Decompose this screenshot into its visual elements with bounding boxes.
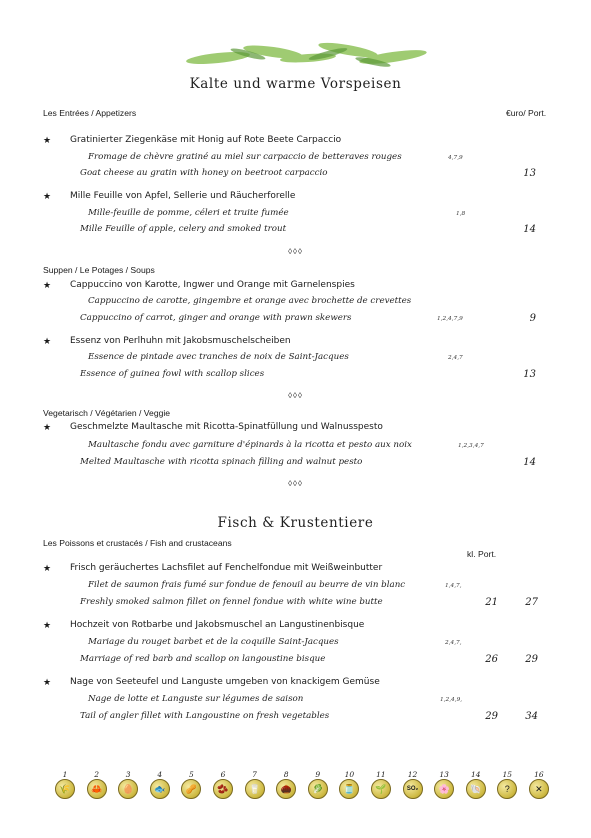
legend-glyph: 🥬: [312, 784, 324, 794]
dish-name-en: Marriage of red barb and scallop on langoustine bisque: [80, 654, 326, 664]
legend-glyph: 🥚: [122, 784, 134, 794]
legend-item: [305, 770, 331, 799]
legend-number: 14: [470, 770, 481, 779]
dish-name-en: Goat cheese au gratin with honey on beetroot carpaccio: [80, 168, 328, 178]
dish-price-small: 29: [485, 711, 498, 722]
category-header-soups: Suppen / Le Potages / Soups: [43, 265, 155, 275]
allergen-codes: 1,4,7,: [445, 583, 462, 589]
legend-number: 11: [376, 770, 386, 779]
legend-number: 3: [125, 770, 131, 779]
small-portion-header: kl. Port.: [467, 549, 497, 559]
dish-name-de: Essenz von Perlhuhn mit Jakobsmuschelscheiben: [70, 336, 291, 346]
legend-item: [242, 770, 268, 799]
dish-name-fr: Mille-feuille de pomme, céleri et truite fumée: [88, 208, 289, 218]
legend-item: [147, 770, 173, 799]
lupin-icon: [434, 779, 454, 799]
milk-icon: [245, 779, 265, 799]
star-icon: ★: [43, 280, 52, 290]
dish-price: 14: [523, 457, 536, 468]
leaf-garland-decoration: [178, 40, 438, 70]
dish-price: 9: [529, 313, 536, 324]
legend-item: [84, 770, 110, 799]
legend-item: [431, 770, 457, 799]
section-divider: ◊◊◊: [288, 391, 303, 400]
dish-name-de: Gratinierter Ziegenkäse mit Honig auf Rote Beete Carpaccio: [70, 135, 342, 145]
legend-number: 2: [94, 770, 99, 779]
allergen-legend: [52, 770, 552, 799]
allergen-codes: 2,4,7: [448, 355, 463, 361]
legend-number: 6: [220, 770, 226, 779]
legend-number: 9: [315, 770, 321, 779]
mollusc-icon: [466, 779, 486, 799]
dish-name-de: Hochzeit von Rotbarbe und Jakobsmuschel an Langustinenbisque: [70, 620, 365, 630]
category-header-appetizers: Les Entrées / Appetizers: [43, 108, 137, 118]
dish-name-en: Tail of angler fillet with Langoustine on fresh vegetables: [80, 711, 330, 721]
mustard-icon: [339, 779, 359, 799]
legend-number: 4: [157, 770, 163, 779]
soy-icon: [213, 779, 233, 799]
legend-glyph: 🥛: [248, 784, 261, 794]
legend-number: 10: [344, 770, 355, 779]
legend-item: [336, 770, 362, 799]
allergen-codes: 1,2,4,9,: [440, 697, 463, 703]
legend-item: [494, 770, 520, 799]
dish-name-fr: Cappuccino de carotte, gingembre et orange avec brochette de crevettes: [88, 296, 412, 306]
legend-item: [526, 770, 552, 799]
legend-number: 5: [188, 770, 194, 779]
question-icon: [497, 779, 517, 799]
dish-name-fr: Fromage de chèvre gratiné au miel sur carpaccio de betteraves rouges: [88, 152, 402, 162]
legend-item: [210, 770, 236, 799]
dish-name-fr: Essence de pintade avec tranches de noix de Saint-Jacques: [88, 352, 349, 362]
legend-item: [52, 770, 78, 799]
dish-name-en: Cappuccino of carrot, ginger and orange with prawn skewers: [80, 313, 352, 323]
dish-price: 13: [523, 369, 536, 380]
fish-icon: [150, 779, 170, 799]
sesame-icon: [371, 779, 391, 799]
legend-item: [273, 770, 299, 799]
allergen-codes: 4,7,9: [448, 155, 463, 161]
dish-name-de: Mille Feuille von Apfel, Sellerie und Räucherforelle: [70, 191, 296, 201]
star-icon: ★: [43, 677, 52, 687]
dish-price: 34: [525, 711, 538, 722]
dish-price-small: 21: [485, 597, 498, 608]
dish-name-fr: Filet de saumon frais fumé sur fondue de fenouil au beurre de vin blanc: [88, 580, 406, 590]
star-icon: ★: [43, 135, 52, 145]
dish-name-de: Cappuccino von Karotte, Ingwer und Orange mit Garnelenspies: [70, 280, 355, 290]
wheat-icon: [55, 779, 75, 799]
legend-glyph: 🌸: [438, 784, 450, 794]
dish-price: 29: [525, 654, 538, 665]
star-icon: ★: [43, 422, 52, 432]
legend-item: [463, 770, 489, 799]
legend-glyph: 🦀: [90, 784, 103, 794]
legend-number: 1: [62, 770, 68, 779]
dish-price: 13: [523, 168, 536, 179]
legend-glyph: 🌱: [375, 784, 387, 794]
section-divider: ◊◊◊: [288, 479, 303, 488]
legend-item: [368, 770, 394, 799]
dish-name-de: Frisch geräuchertes Lachsfilet auf Fenchelfondue mit Weißweinbutter: [70, 563, 383, 573]
allergen-codes: 2,4,7,: [445, 640, 462, 646]
legend-number: 15: [502, 770, 513, 779]
legend-number: 8: [283, 770, 289, 779]
star-icon: ★: [43, 191, 52, 201]
legend-number: 16: [534, 770, 544, 779]
crab-icon: [87, 779, 107, 799]
dish-name-de: Nage von Seeteufel und Languste umgeben von knackigem Gemüse: [70, 677, 380, 687]
legend-glyph: ?: [504, 784, 510, 794]
sulphite-icon: [403, 779, 423, 799]
dish-name-fr: Mariage du rouget barbet et de la coquille Saint-Jacques: [88, 637, 339, 647]
dish-name-fr: Nage de lotte et Languste sur légumes de saison: [88, 694, 304, 704]
egg-icon: [118, 779, 138, 799]
legend-glyph: 🥜: [185, 784, 197, 794]
price-column-header: €uro/ Port.: [506, 108, 547, 118]
legend-glyph: SO₂: [406, 786, 419, 792]
dish-name-fr: Maultasche fondu avec garniture d'épinards à la ricotta et pesto aux noix: [88, 440, 412, 450]
legend-item: [115, 770, 141, 799]
dish-price: 14: [523, 224, 536, 235]
legend-glyph: 🫙: [343, 784, 355, 794]
legend-glyph: 🐚: [470, 784, 482, 794]
section-title-fish: Fisch & Krustentiere: [217, 515, 374, 531]
nut-icon: [276, 779, 296, 799]
legend-glyph: 🐟: [154, 784, 166, 794]
legend-number: 7: [252, 770, 257, 779]
star-icon: ★: [43, 563, 52, 573]
dish-price: 27: [525, 597, 538, 608]
allergen-codes: 1,2,3,4,7: [458, 443, 484, 449]
allergen-codes: 1,8: [456, 211, 466, 217]
celery-icon: [308, 779, 328, 799]
legend-item: [178, 770, 204, 799]
none-icon: [529, 779, 549, 799]
dish-name-de: Geschmelzte Maultasche mit Ricotta-Spinatfüllung und Walnusspesto: [70, 422, 383, 432]
category-header-veggie: Vegetarisch / Végétarien / Veggie: [43, 408, 171, 418]
legend-number: 13: [439, 770, 449, 779]
dish-name-en: Melted Maultasche with ricotta spinach filling and walnut pesto: [80, 457, 363, 467]
legend-number: 12: [407, 770, 418, 779]
legend-item: [400, 770, 426, 799]
star-icon: ★: [43, 336, 52, 346]
peanut-icon: [181, 779, 201, 799]
allergen-codes: 1,2,4,7,9: [437, 316, 463, 322]
legend-glyph: ✕: [535, 784, 543, 794]
dish-name-en: Freshly smoked salmon fillet on fennel fondue with white wine butte: [80, 597, 383, 607]
category-header-fish: Les Poissons et crustacés / Fish and crustaceans: [43, 538, 232, 548]
legend-glyph: 🫘: [217, 784, 229, 794]
dish-name-en: Essence of guinea fowl with scallop slices: [80, 369, 265, 379]
section-divider: ◊◊◊: [288, 247, 303, 256]
dish-name-en: Mille Feuille of apple, celery and smoked trout: [80, 224, 287, 234]
dish-price-small: 26: [485, 654, 498, 665]
legend-glyph: 🌾: [59, 784, 71, 794]
legend-glyph: 🌰: [280, 784, 292, 794]
star-icon: ★: [43, 620, 52, 630]
section-title-appetizers: Kalte und warme Vorspeisen: [189, 76, 402, 92]
